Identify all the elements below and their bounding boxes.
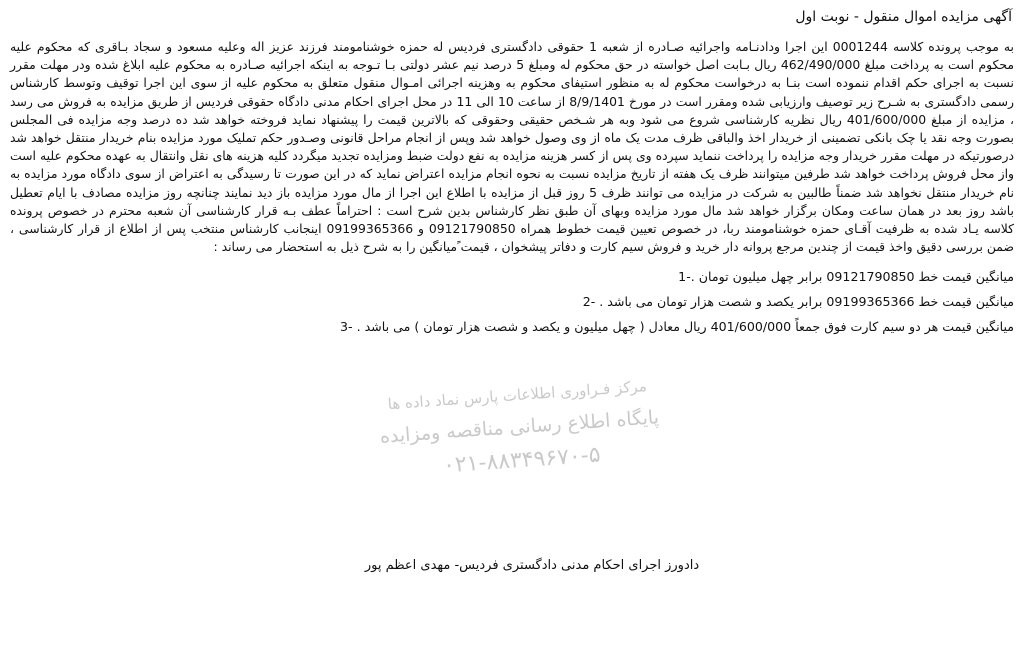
watermark-line-2: پایگاه اطلاع رسانی مناقصه ومزایده	[379, 406, 660, 448]
notice-body: به موجب پرونده کلاسه 0001244 این اجرا ودادنـامه واجرائیه صـادره از شعبه 1 حقوقی دادگستری فردیس له حمزه خوشنامومند فرزند عزیز اله وعلیه مسعود و سجاد بـاقری که محکوم علیه محکوم است به پرداخت مبلغ 462/490/000 ریال بـابت اصل خواسته در حق محکوم له ومبلغ 5 درصد نیم عشر دولتی بـا تـوجه به اینکه اجرائیه صـادره به محکوم علیه ابلاغ شده ودر مهلت مقرر نسبت به اجرای حکم اقدام ننموده است بنـا به درخواست محکوم له به منظور استیفای محکوم به وهزینه اجرائی امـوال منقول متعلق به محکوم علیه از سوی این اجرا توقیف وتوسط کارشناس رسمی دادگستری به شـرح زیر توصیف وارزیابی شده ومقرر است در مورخ 8/9/1401 از ساعت 10 الی 11 در محل اجرای احکام مدنی دادگاه حقوقی فردیس از طریق مزایده به فروش می رسد ، مزایده از مبلغ 401/600/000 ریال نظریه کارشناسی شروع می شود وبه هر شـخص حقیقی وحقوقی که بالاترین قیمت را پیشنهاد نماید فروخته خواهد شد ده درصد وجه مزایده فی المجلس بصورت وجه نقد یا چک بانکی تضمینی از خریدار اخذ والباقی ظرف مدت یک ماه از وی وصول خواهد شد وپس از انجام مراحل قانونی وصـدور حکم تملیک مورد مزایده بنام خریدار منتقل خواهد شد درصورتیکه در مهلت مقرر خریدار وجه مزایده را پرداخت ننماید سپرده وی پس از کسر هزینه مزایده به نفع دولت ضبط ومزایده تجدید میگردد کلیه هزینه های نقل وانتقال به عهده محکوم علیه است واز محل فروش پرداخت خواهد شد طرفین میتوانند ظرف یک هفته از تاریخ مزایده نسبت به نحوه انجام مزایده اعتراض نماید که در این صورت تا رسیدگی به اعتراض از سوی دادگاه مورد مزایده به نام خریدار منتقل نخواهد شد ضمناً طالبین به شرکت در مزایده می توانند ظرف 5 روز قبل از مزایده با اطلاع این اجرا از مال مورد مزایده باز دید نمایند چنانچه روز مزایده مصادف با ایام تعطیل باشد روز بعد در همان ساعت ومکان برگزار خواهد شد مال مورد مزایده وبهای آن طبق نظر کارشناس بدین شرح است : احتراماً عطف بـه قرار کارشناسی آن شعبه محترم در خصوص پرونده کلاسه یـاد شده به ظرفیت آقـای حمزه خوشنامومند ربا، در خصوص تعیین قیمت خطوط همراه 09121790850 و 09199365366 اینجانب کارشناس منتخب پس از اطلاع از قرار کارشناسی ، ضمن بررسی دقیق واخذ قیمت از چندین مرجع پروانه دار خرید و فروش سیم کارت و دفاتر پیشخوان ، قیمت ًمیانگین را به شرح ذیل به استحضار می رساند :	[10, 39, 1015, 255]
average-price-line-1: میانگین قیمت خط 09121790850 برابر چهل میلیون تومان .-1	[678, 269, 1014, 285]
signature-line: دادورز اجرای احکام مدنی دادگستری فردیس- مهدی اعظم پور	[364, 558, 700, 573]
price-averages-list	[10, 264, 1014, 339]
watermark-line-1: مرکز فـراوری اطلاعات پارس نماد داده ها	[387, 377, 648, 414]
average-price-line-2: میانگین قیمت خط 09199365366 برابر یکصد و شصت هزار تومان می باشد . -2	[582, 294, 1014, 310]
notice-title: آگهی مزایده اموال منقول - نوبت اول	[795, 9, 1012, 25]
watermark-line-3: ۰۲۱-۸۸۳۴۹۶۷۰-۵	[442, 442, 602, 479]
average-price-line-3: میانگین قیمت هر دو سیم کارت فوق جمعاً 401/600/000 ریال معادل ( چهل میلیون و یکصد و شصت هزار تومان ) می باشد . -3	[340, 319, 1014, 335]
